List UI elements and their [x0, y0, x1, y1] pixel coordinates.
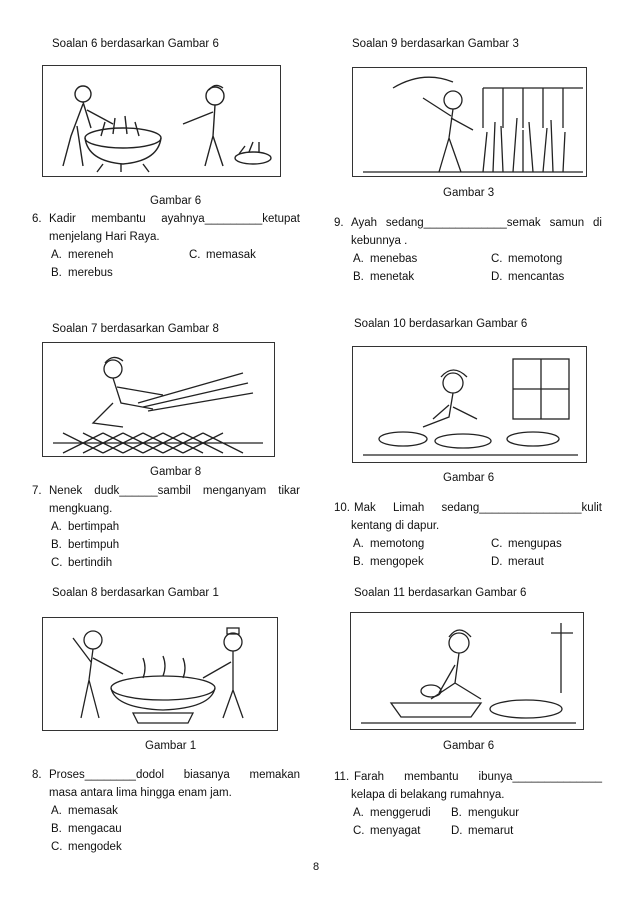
option-b[interactable]: B. mengacau	[51, 823, 122, 835]
question-stem-line1: Nenek dudk______sambil menganyam tikar	[49, 485, 300, 497]
option-c[interactable]: C. memasak	[189, 249, 256, 261]
option-a[interactable]: A. menebas	[353, 253, 418, 265]
figure-caption-q8: Gambar 1	[145, 740, 197, 752]
question-10	[334, 499, 602, 571]
option-a[interactable]: A. memotong	[353, 538, 425, 550]
figure-caption-q9: Gambar 3	[443, 187, 495, 199]
question-9	[334, 214, 602, 286]
question-6	[32, 210, 300, 282]
section-heading-q7: Soalan 7 berdasarkan Gambar 8	[52, 323, 219, 335]
question-stem-line1: Farah membantu ibunya______________	[354, 771, 602, 783]
section-heading-q11: Soalan 11 berdasarkan Gambar 6	[354, 587, 527, 599]
illustration-clearing-bushes	[352, 67, 587, 177]
section-heading-q8: Soalan 8 berdasarkan Gambar 1	[52, 587, 219, 599]
option-c[interactable]: C. menyagat	[353, 825, 421, 837]
section-heading-q9: Soalan 9 berdasarkan Gambar 3	[352, 38, 519, 50]
illustration-grating-coconut	[350, 612, 584, 730]
option-b[interactable]: B. mengopek	[353, 556, 424, 568]
question-number: 8.	[32, 769, 42, 781]
question-stem-line2: kebunnya .	[351, 235, 408, 247]
option-b[interactable]: B. menetak	[353, 271, 415, 283]
question-stem-line1: Mak Limah sedang________________kulit	[354, 502, 602, 514]
illustration-weaving-mat	[42, 342, 275, 457]
question-8	[32, 766, 300, 856]
option-c[interactable]: C. mengupas	[491, 538, 562, 550]
page-number: 8	[313, 861, 320, 873]
figure-caption-q11: Gambar 6	[443, 740, 495, 752]
option-c[interactable]: C. bertindih	[51, 557, 113, 569]
section-heading-q10: Soalan 10 berdasarkan Gambar 6	[354, 318, 528, 330]
question-stem-line2: kentang di dapur.	[351, 520, 440, 532]
option-c[interactable]: C. memotong	[491, 253, 563, 265]
option-d[interactable]: D. mencantas	[491, 271, 565, 283]
option-a[interactable]: A. menggerudi	[353, 807, 431, 819]
question-number: 6.	[32, 213, 42, 225]
question-stem-line1: Ayah sedang_____________semak samun di	[351, 217, 602, 229]
question-number: 10.	[334, 502, 350, 514]
illustration-cooking-ketupat	[42, 65, 281, 177]
option-b[interactable]: B. mengukur	[451, 807, 520, 819]
question-stem-line1: Kadir membantu ayahnya_________ketupat	[49, 213, 300, 225]
option-d[interactable]: D. memarut	[451, 825, 514, 837]
question-stem-line2: menjelang Hari Raya.	[49, 231, 160, 243]
section-heading-q6: Soalan 6 berdasarkan Gambar 6	[52, 38, 219, 50]
question-number: 9.	[334, 217, 344, 229]
question-number: 7.	[32, 485, 42, 497]
question-stem-line2: masa antara lima hingga enam jam.	[49, 787, 232, 799]
figure-caption-q10: Gambar 6	[443, 472, 495, 484]
option-a[interactable]: A. mereneh	[51, 249, 114, 261]
option-a[interactable]: A. memasak	[51, 805, 118, 817]
option-a[interactable]: A. bertimpah	[51, 521, 120, 533]
option-b[interactable]: B. merebus	[51, 267, 113, 279]
option-b[interactable]: B. bertimpuh	[51, 539, 120, 551]
illustration-peeling-potatoes	[352, 346, 587, 463]
question-stem-line2: mengkuang.	[49, 503, 113, 515]
option-c[interactable]: C. mengodek	[51, 841, 122, 853]
question-stem-line1: Proses________dodol biasanya memakan	[49, 769, 300, 781]
question-number: 11.	[334, 771, 350, 783]
question-stem-line2: kelapa di belakang rumahnya.	[351, 789, 505, 801]
option-d[interactable]: D. meraut	[491, 556, 544, 568]
question-11	[334, 768, 602, 840]
figure-caption-q6: Gambar 6	[150, 195, 202, 207]
illustration-stirring-dodol	[42, 617, 278, 731]
question-7	[32, 482, 300, 572]
figure-caption-q7: Gambar 8	[150, 466, 202, 478]
